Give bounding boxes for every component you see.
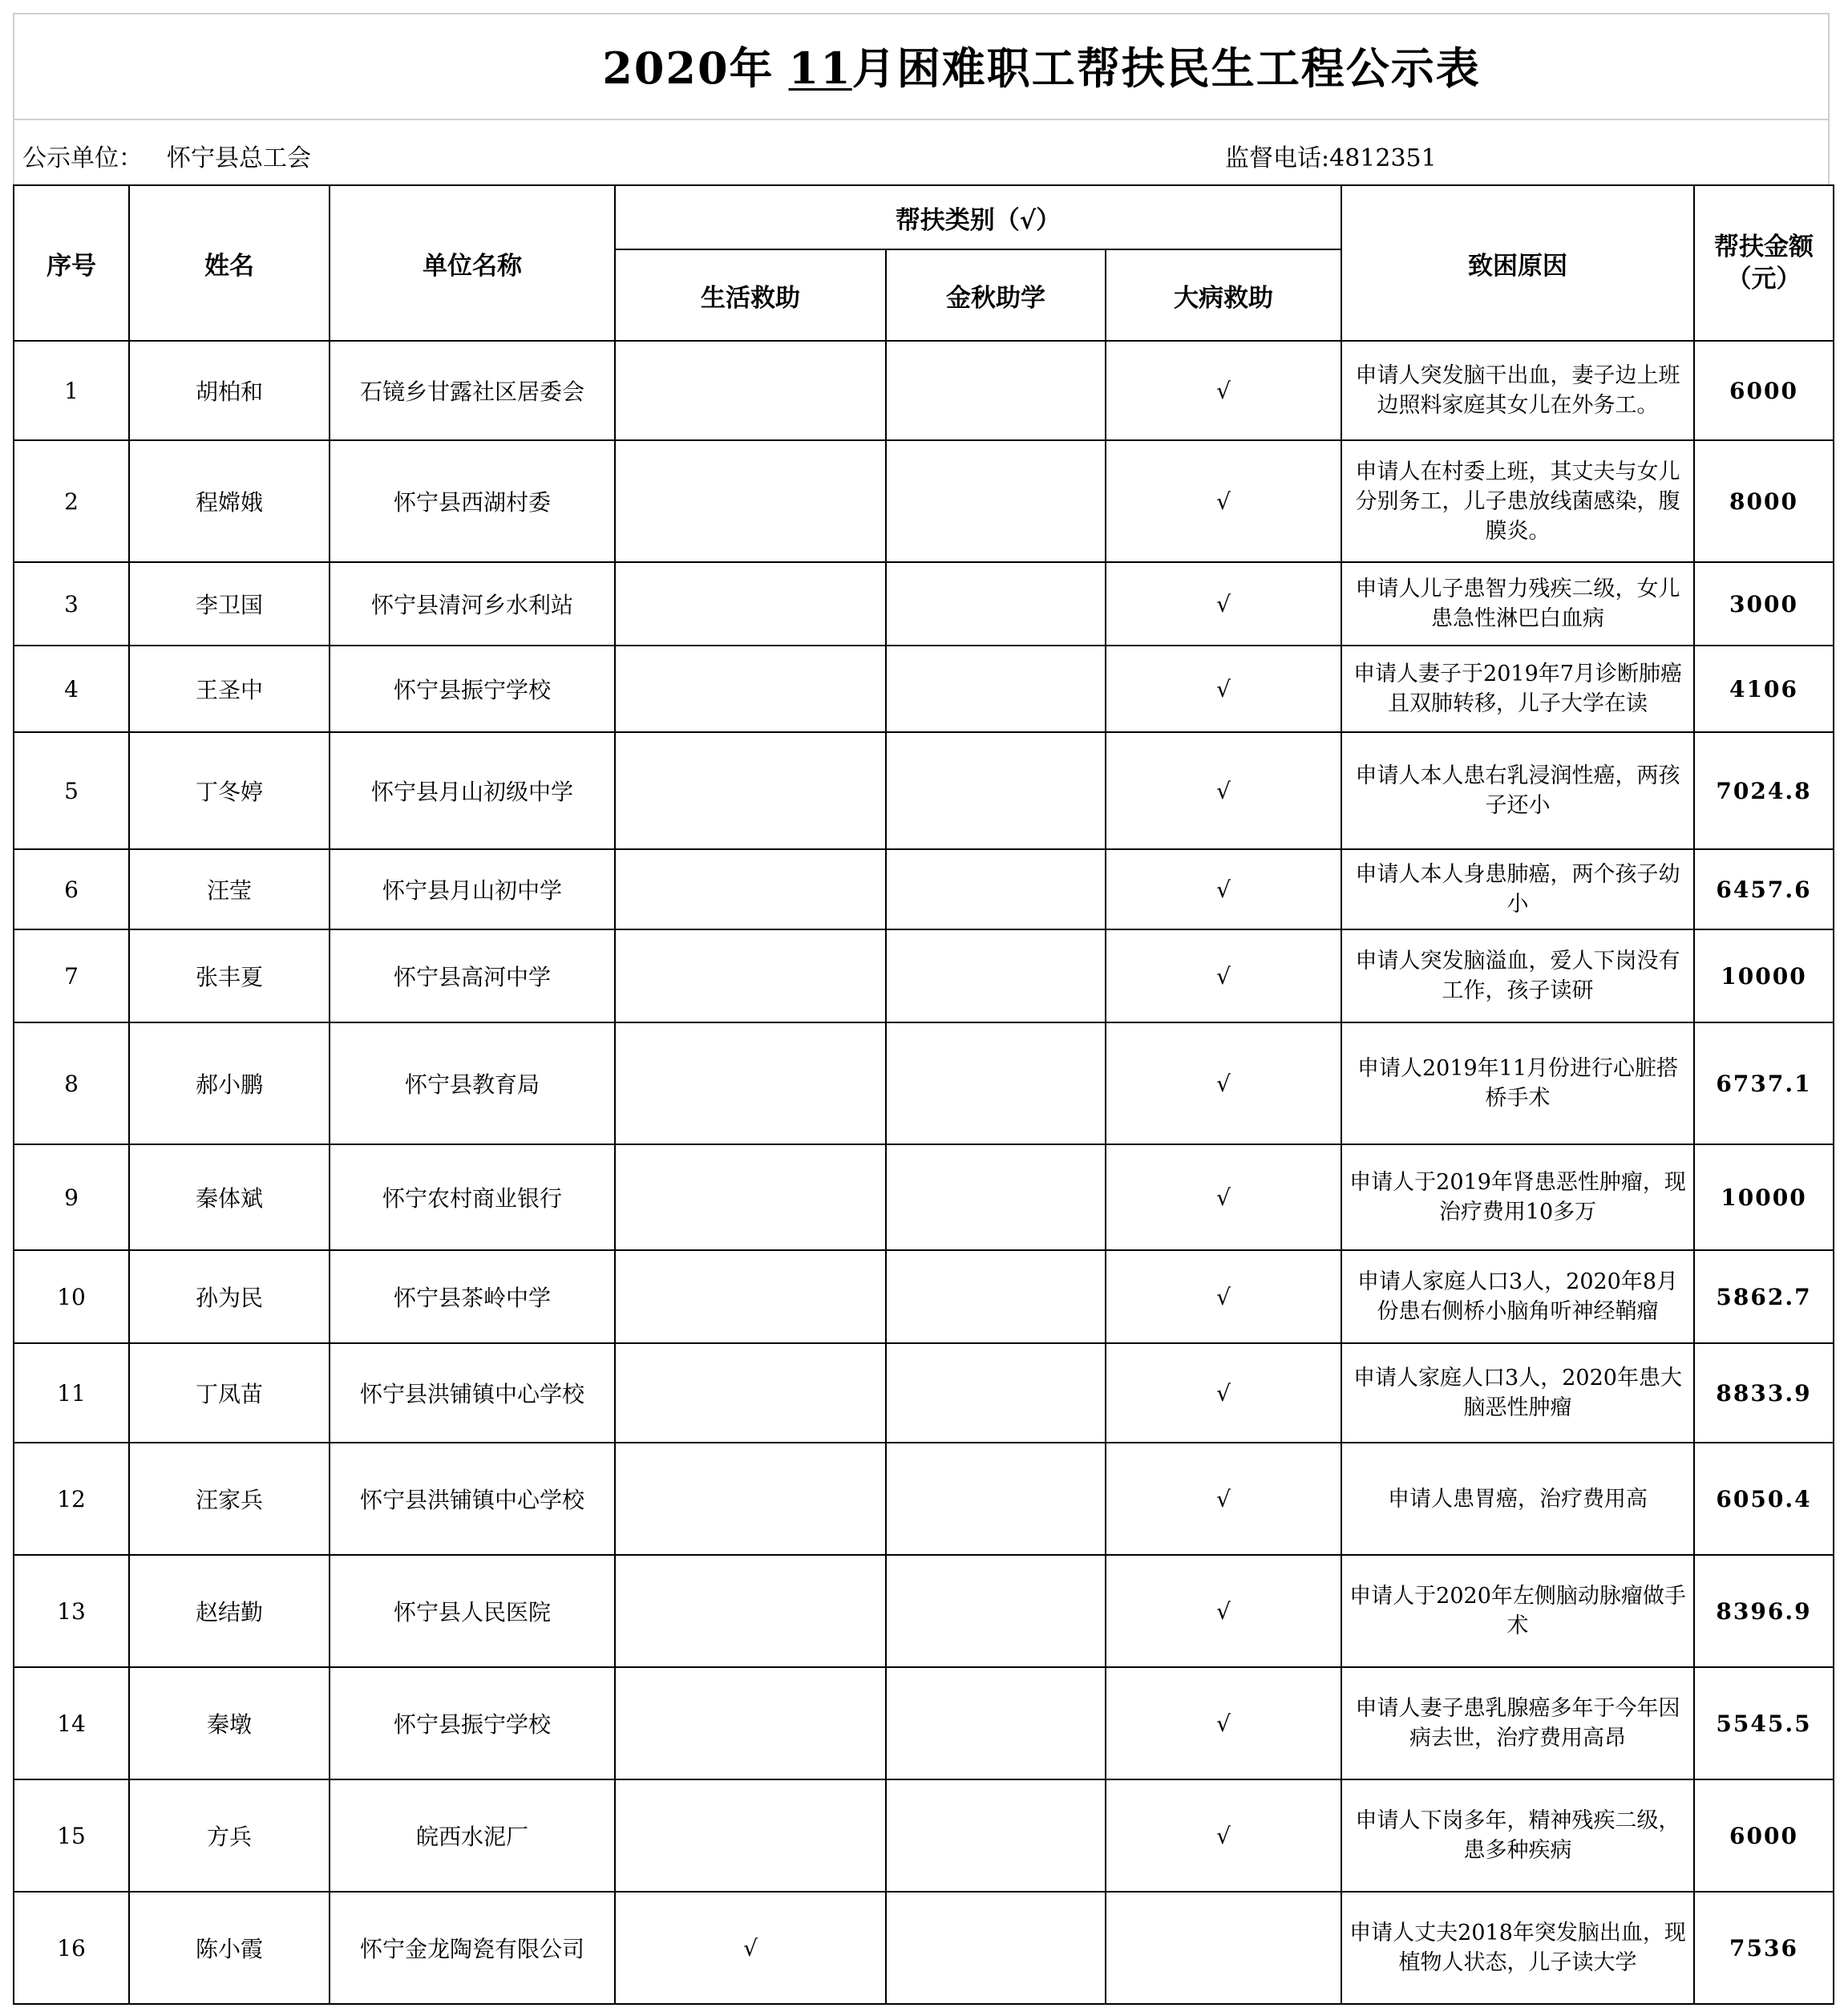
row-study-check xyxy=(886,1144,1106,1250)
row-amount: 8833.9 xyxy=(1694,1343,1834,1443)
row-illness-check: √ xyxy=(1106,646,1341,732)
row-name: 陈小霞 xyxy=(129,1892,330,2004)
row-reason: 申请人突发脑干出血，妻子边上班边照料家庭其女儿在外务工。 xyxy=(1341,341,1694,440)
row-name: 秦墩 xyxy=(129,1667,330,1779)
row-living-check xyxy=(615,1022,886,1144)
row-seq: 7 xyxy=(14,929,129,1022)
row-name: 汪家兵 xyxy=(129,1443,330,1555)
row-seq: 15 xyxy=(14,1779,129,1892)
header-amount: 帮扶金额（元） xyxy=(1694,185,1834,341)
row-seq: 5 xyxy=(14,732,129,849)
row-name: 张丰夏 xyxy=(129,929,330,1022)
table-row xyxy=(14,1779,1834,1892)
row-illness-check: √ xyxy=(1106,849,1341,929)
row-study-check xyxy=(886,341,1106,440)
row-living-check xyxy=(615,1343,886,1443)
row-seq: 16 xyxy=(14,1892,129,2004)
row-org: 怀宁县月山初级中学 xyxy=(330,732,615,849)
row-living-check xyxy=(615,1443,886,1555)
row-living-check xyxy=(615,1779,886,1892)
row-amount: 6737.1 xyxy=(1694,1022,1834,1144)
row-amount: 6000 xyxy=(1694,341,1834,440)
table-row xyxy=(14,929,1834,1022)
row-reason: 申请人家庭人口3人，2020年8月份患右侧桥小脑角听神经鞘瘤 xyxy=(1341,1250,1694,1343)
row-amount: 5545.5 xyxy=(1694,1667,1834,1779)
row-name: 李卫国 xyxy=(129,562,330,646)
row-name: 胡柏和 xyxy=(129,341,330,440)
row-org: 怀宁金龙陶瓷有限公司 xyxy=(330,1892,615,2004)
row-illness-check: √ xyxy=(1106,1144,1341,1250)
supervision-phone xyxy=(1225,138,1437,173)
row-amount: 6050.4 xyxy=(1694,1443,1834,1555)
row-amount: 6000 xyxy=(1694,1779,1834,1892)
row-living-check xyxy=(615,1667,886,1779)
table-row xyxy=(14,849,1834,929)
title-box xyxy=(13,13,1830,120)
row-reason: 申请人丈夫2018年突发脑出血，现植物人状态，儿子读大学 xyxy=(1341,1892,1694,2004)
row-name: 孙为民 xyxy=(129,1250,330,1343)
unit-value: 怀宁县总工会 xyxy=(167,144,311,172)
table-row xyxy=(14,1667,1834,1779)
row-name: 王圣中 xyxy=(129,646,330,732)
table-row xyxy=(14,1555,1834,1667)
row-study-check xyxy=(886,1022,1106,1144)
row-seq: 10 xyxy=(14,1250,129,1343)
row-reason: 申请人2019年11月份进行心脏搭桥手术 xyxy=(1341,1022,1694,1144)
row-name: 丁凤苗 xyxy=(129,1343,330,1443)
row-illness-check: √ xyxy=(1106,1443,1341,1555)
row-amount: 3000 xyxy=(1694,562,1834,646)
title-text: 月困难职工帮扶民生工程公示表 xyxy=(851,43,1481,94)
title-year: 2020年 xyxy=(602,43,774,94)
row-amount: 5862.7 xyxy=(1694,1250,1834,1343)
row-name: 方兵 xyxy=(129,1779,330,1892)
page-title xyxy=(14,14,1828,122)
row-amount: 10000 xyxy=(1694,929,1834,1022)
row-name: 郝小鹏 xyxy=(129,1022,330,1144)
row-seq: 6 xyxy=(14,849,129,929)
row-study-check xyxy=(886,1779,1106,1892)
header-study: 金秋助学 xyxy=(886,249,1106,341)
row-amount: 4106 xyxy=(1694,646,1834,732)
header-reason: 致困原因 xyxy=(1341,185,1694,341)
row-living-check xyxy=(615,341,886,440)
header-category: 帮扶类别（√） xyxy=(615,185,1341,249)
row-study-check xyxy=(886,1892,1106,2004)
row-reason: 申请人本人患右乳浸润性癌，两孩子还小 xyxy=(1341,732,1694,849)
row-name: 赵结勤 xyxy=(129,1555,330,1667)
table-row xyxy=(14,1343,1834,1443)
row-study-check xyxy=(886,849,1106,929)
table-row xyxy=(14,1022,1834,1144)
row-reason: 申请人妻子于2019年7月诊断肺癌且双肺转移，儿子大学在读 xyxy=(1341,646,1694,732)
row-amount: 8396.9 xyxy=(1694,1555,1834,1667)
row-illness-check xyxy=(1106,1892,1341,2004)
row-study-check xyxy=(886,646,1106,732)
row-reason: 申请人本人身患肺癌，两个孩子幼小 xyxy=(1341,849,1694,929)
row-seq: 3 xyxy=(14,562,129,646)
row-study-check xyxy=(886,1555,1106,1667)
row-study-check xyxy=(886,732,1106,849)
table-row xyxy=(14,732,1834,849)
row-org: 怀宁县洪铺镇中心学校 xyxy=(330,1343,615,1443)
row-study-check xyxy=(886,1343,1106,1443)
row-reason: 申请人在村委上班，其丈夫与女儿分别务工，儿子患放线菌感染，腹膜炎。 xyxy=(1341,440,1694,562)
row-illness-check: √ xyxy=(1106,341,1341,440)
unit-label: 公示单位： xyxy=(22,144,143,172)
row-illness-check: √ xyxy=(1106,1343,1341,1443)
table-row xyxy=(14,1892,1834,2004)
title-month: 11 xyxy=(788,43,852,94)
row-amount: 10000 xyxy=(1694,1144,1834,1250)
header-illness: 大病救助 xyxy=(1106,249,1341,341)
row-reason: 申请人于2020年左侧脑动脉瘤做手术 xyxy=(1341,1555,1694,1667)
table-row xyxy=(14,341,1834,440)
table-row xyxy=(14,440,1834,562)
row-name: 汪莹 xyxy=(129,849,330,929)
row-study-check xyxy=(886,1667,1106,1779)
row-study-check xyxy=(886,562,1106,646)
row-illness-check: √ xyxy=(1106,1779,1341,1892)
row-seq: 1 xyxy=(14,341,129,440)
row-illness-check: √ xyxy=(1106,1667,1341,1779)
row-living-check: √ xyxy=(615,1892,886,2004)
row-reason: 申请人儿子患智力残疾二级，女儿患急性淋巴白血病 xyxy=(1341,562,1694,646)
row-living-check xyxy=(615,562,886,646)
row-illness-check: √ xyxy=(1106,929,1341,1022)
row-illness-check: √ xyxy=(1106,732,1341,849)
header-name: 姓名 xyxy=(129,185,330,341)
row-org: 怀宁县高河中学 xyxy=(330,929,615,1022)
row-seq: 13 xyxy=(14,1555,129,1667)
row-illness-check: √ xyxy=(1106,1022,1341,1144)
row-org: 怀宁县洪铺镇中心学校 xyxy=(330,1443,615,1555)
table-row xyxy=(14,1443,1834,1555)
table-body xyxy=(14,341,1834,2004)
row-study-check xyxy=(886,440,1106,562)
row-living-check xyxy=(615,646,886,732)
row-reason: 申请人于2019年肾患恶性肿瘤，现治疗费用10多万 xyxy=(1341,1144,1694,1250)
row-org: 怀宁县人民医院 xyxy=(330,1555,615,1667)
row-amount: 7536 xyxy=(1694,1892,1834,2004)
row-org: 皖西水泥厂 xyxy=(330,1779,615,1892)
row-seq: 8 xyxy=(14,1022,129,1144)
row-amount: 8000 xyxy=(1694,440,1834,562)
row-org: 怀宁县月山初中学 xyxy=(330,849,615,929)
row-org: 怀宁县振宁学校 xyxy=(330,1667,615,1779)
row-living-check xyxy=(615,1555,886,1667)
row-reason: 申请人患胃癌，治疗费用高 xyxy=(1341,1443,1694,1555)
row-illness-check: √ xyxy=(1106,1250,1341,1343)
row-org: 怀宁县教育局 xyxy=(330,1022,615,1144)
row-name: 程嫦娥 xyxy=(129,440,330,562)
row-seq: 2 xyxy=(14,440,129,562)
row-name: 秦体斌 xyxy=(129,1144,330,1250)
row-org: 怀宁县振宁学校 xyxy=(330,646,615,732)
row-org: 怀宁农村商业银行 xyxy=(330,1144,615,1250)
phone-value: 4812351 xyxy=(1329,144,1437,172)
meta-bar xyxy=(13,120,1830,184)
header-living: 生活救助 xyxy=(615,249,886,341)
row-seq: 4 xyxy=(14,646,129,732)
row-amount: 7024.8 xyxy=(1694,732,1834,849)
table-row xyxy=(14,562,1834,646)
row-org: 怀宁县茶岭中学 xyxy=(330,1250,615,1343)
row-reason: 申请人突发脑溢血，爱人下岗没有工作，孩子读研 xyxy=(1341,929,1694,1022)
row-living-check xyxy=(615,929,886,1022)
row-seq: 11 xyxy=(14,1343,129,1443)
row-study-check xyxy=(886,1250,1106,1343)
row-illness-check: √ xyxy=(1106,562,1341,646)
row-living-check xyxy=(615,732,886,849)
row-seq: 14 xyxy=(14,1667,129,1779)
row-seq: 9 xyxy=(14,1144,129,1250)
header-org: 单位名称 xyxy=(330,185,615,341)
row-seq: 12 xyxy=(14,1443,129,1555)
row-living-check xyxy=(615,1250,886,1343)
row-name: 丁冬婷 xyxy=(129,732,330,849)
phone-label: 监督电话: xyxy=(1225,144,1330,172)
row-reason: 申请人下岗多年，精神残疾二级，患多种疾病 xyxy=(1341,1779,1694,1892)
row-study-check xyxy=(886,1443,1106,1555)
table-row xyxy=(14,646,1834,732)
table-row xyxy=(14,1250,1834,1343)
row-living-check xyxy=(615,1144,886,1250)
row-reason: 申请人妻子患乳腺癌多年于今年因病去世，治疗费用高昂 xyxy=(1341,1667,1694,1779)
publishing-unit xyxy=(22,138,311,173)
row-org: 怀宁县清河乡水利站 xyxy=(330,562,615,646)
row-illness-check: √ xyxy=(1106,440,1341,562)
row-org: 石镜乡甘露社区居委会 xyxy=(330,341,615,440)
row-study-check xyxy=(886,929,1106,1022)
row-amount: 6457.6 xyxy=(1694,849,1834,929)
assistance-table xyxy=(13,184,1834,2005)
row-living-check xyxy=(615,849,886,929)
row-reason: 申请人家庭人口3人，2020年患大脑恶性肿瘤 xyxy=(1341,1343,1694,1443)
row-org: 怀宁县西湖村委 xyxy=(330,440,615,562)
table-row xyxy=(14,1144,1834,1250)
row-illness-check: √ xyxy=(1106,1555,1341,1667)
row-living-check xyxy=(615,440,886,562)
header-seq: 序号 xyxy=(14,185,129,341)
